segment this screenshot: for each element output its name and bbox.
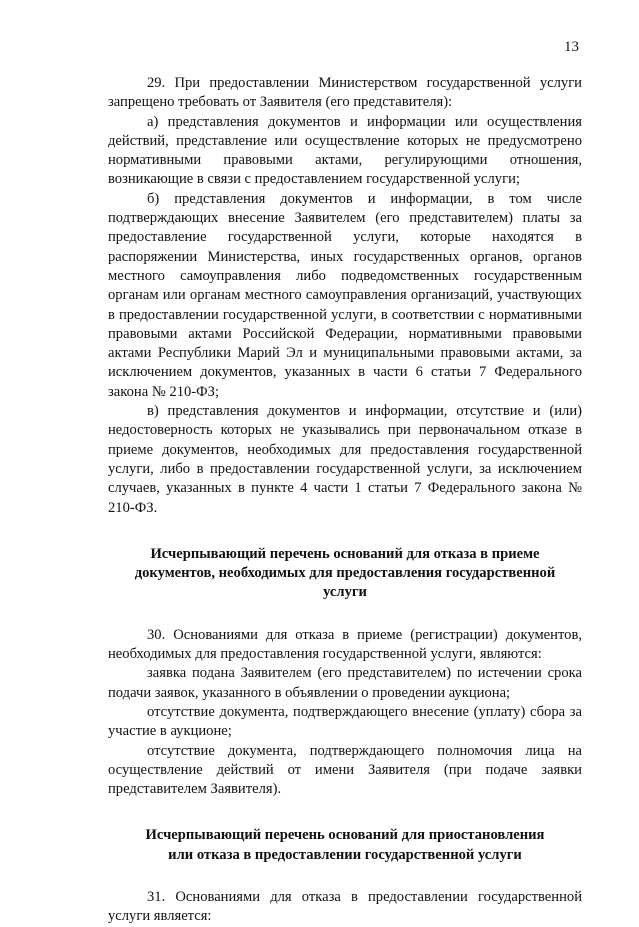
paragraph-29-a: а) представления документов и информации или осуществления действий, представление или осуществление которых не предусмотрено нормативными правовыми актами, регулирующими отношения, возникающие в связи с предоставлением государственной услуги; (108, 113, 582, 188)
paragraph-30-item-3: отсутствие документа, подтверждающего полномочия лица на осуществление действий от имени Заявителя (при подаче заявки представителем Заявителя). (108, 742, 582, 798)
paragraph-31: 31. Основаниями для отказа в предоставлении государственной услуги является: (108, 888, 582, 925)
paragraph-30-item-1: заявка подана Заявителем (его представителем) по истечении срока подачи заявок, указанного в объявлении о проведении аукциона; (108, 665, 582, 701)
section-heading-refusal-acceptance: Исчерпывающий перечень оснований для отказа в приеме документов, необходимых для предоставления государственной услуги (134, 545, 556, 601)
paragraph-29-v: в) представления документов и информации, отсутствие и (или) недостоверность которых не указывались при первоначальном отказе в приеме документов, необходимых для предоставления государственной услуги, либо в предоставлении государственной услуги, за исключением случаев, указанных в пункте 4 части 1 статьи 7 Федерального закона № 210-ФЗ. (108, 403, 582, 516)
paragraph-30-item-2: отсутствие документа, подтверждающего внесение (уплату) сбора за участие в аукционе; (108, 703, 582, 740)
paragraph-30: 30. Основаниями для отказа в приеме (регистрации) документов, необходимых для предоставления государственной услуги, являются: (108, 626, 582, 663)
page-number: 13 (564, 39, 579, 55)
section-heading-suspension-refusal: Исчерпывающий перечень оснований для приостановления или отказа в предоставлении государственной услуги (145, 827, 545, 863)
paragraph-29-b: б) представления документов и информации, в том числе подтверждающих внесение Заявителем (его представителем) платы за предоставление государственной услуги, которые находятся в распоряжении Министерства, иных государственных органов, органов местного самоуправления либо подведомственных государственным органам или органам местного самоуправления организаций, участвующих в предоставлении государственной услуги, в соответствии с нормативными правовыми актами Российской Федерации, нормативными правовыми актами Республики Марий Эл и муниципальными правовыми актами, за исключением документов, указанных в части 6 статьи 7 Федерального закона № 210-ФЗ; (108, 190, 582, 400)
document-body (108, 74, 582, 927)
paragraph-29: 29. При предоставлении Министерством государственной услуги запрещено требовать от Заявителя (его представителя): (108, 75, 582, 111)
